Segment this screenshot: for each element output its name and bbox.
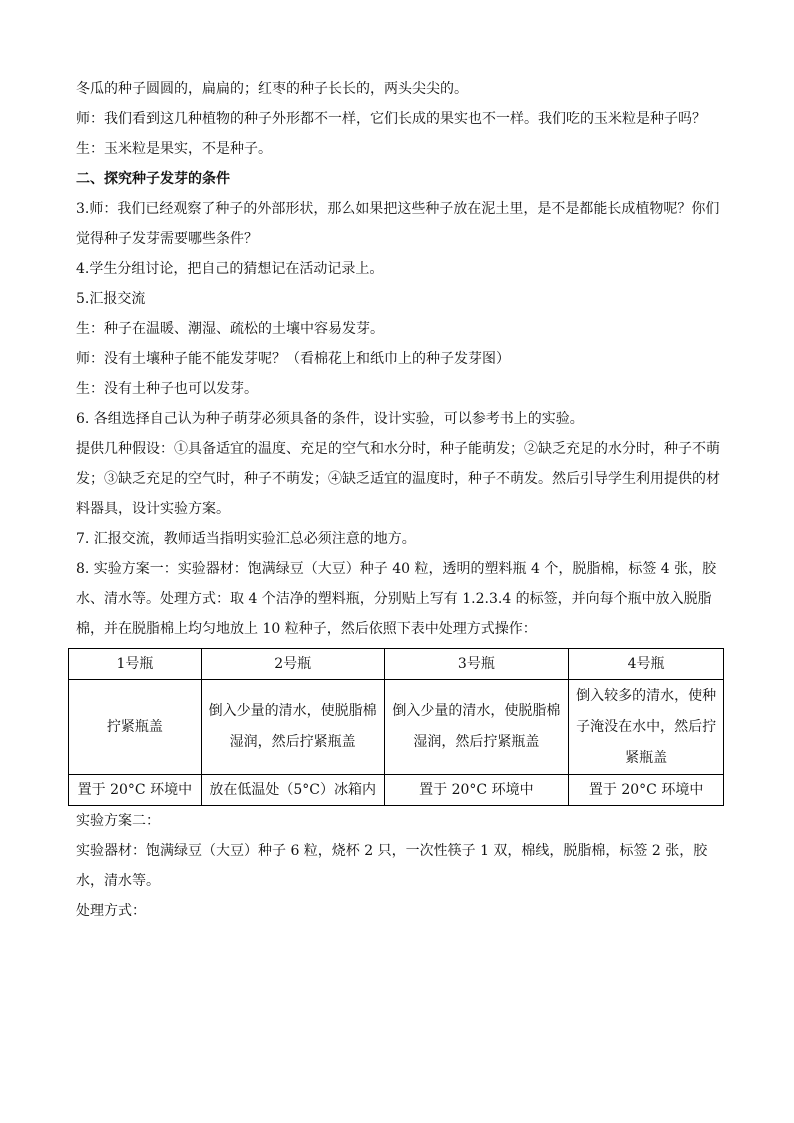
section-heading: 二、探究种子发芽的条件 [76, 171, 230, 187]
table-cell: 置于 20°C 环境中 [384, 775, 569, 806]
document-page [76, 74, 728, 926]
paragraph-student-answer: 生：玉米粒是果实，不是种子。 [76, 141, 272, 157]
paragraph-step-8: 8. 实验方案一：实验器材：饱满绿豆（大豆）种子 40 粒，透明的塑料瓶 4 个，脱脂棉，标签 4 张，胶水、清水等。处理方式：取 4 个洁净的塑料瓶，分别贴上写有 1.2.3.4 的标签，并向每个瓶中放入脱脂棉，并在脱脂棉上均匀地放上 10 粒种子，然后依照下表中处理方式操作： [76, 561, 717, 637]
table-cell: 置于 20°C 环境中 [569, 775, 724, 806]
table-cell: 倒入少量的清水，使脱脂棉湿润，然后拧紧瓶盖 [201, 680, 384, 775]
table-header-cell: 1号瓶 [69, 649, 202, 680]
table-cell: 倒入少量的清水，使脱脂棉湿润，然后拧紧瓶盖 [384, 680, 569, 775]
table-header-cell: 2号瓶 [201, 649, 384, 680]
table-cell: 放在低温处（5°C）冰箱内 [201, 775, 384, 806]
table-cell: 倒入较多的清水，使种子淹没在水中，然后拧紧瓶盖 [569, 680, 724, 775]
paragraph-dialog-2: 师：没有土壤种子能不能发芽呢？（看棉花上和纸巾上的种子发芽图） [76, 351, 510, 367]
experiment-table [68, 648, 724, 806]
paragraph-dialog-1: 生：种子在温暖、潮湿、疏松的土壤中容易发芽。 [76, 321, 384, 337]
paragraph-hypotheses: 提供几种假设：①具备适宜的温度、充足的空气和水分时，种子能萌发；②缺乏充足的水分时，种子不萌发；③缺乏充足的空气时，种子不萌发；④缺乏适宜的温度时，种子不萌发。然后引导学生利用提供的材料器具，设计实验方案。 [76, 441, 720, 517]
table-header-cell: 3号瓶 [384, 649, 569, 680]
paragraph-step-4: 4.学生分组讨论，把自己的猜想记在活动记录上。 [76, 261, 384, 277]
paragraph-step-3: 3.师：我们已经观察了种子的外部形状，那么如果把这些种子放在泥土里，是不是都能长成植物呢？你们觉得种子发芽需要哪些条件？ [76, 201, 720, 247]
table-header-row [69, 649, 724, 680]
table-row [69, 775, 724, 806]
table-header-cell: 4号瓶 [569, 649, 724, 680]
table-cell: 置于 20°C 环境中 [69, 775, 202, 806]
paragraph-teacher-question: 师：我们看到这几种植物的种子外形都不一样，它们长成的果实也不一样。我们吃的玉米粒是种子吗？ [76, 111, 706, 127]
table-cell: 拧紧瓶盖 [69, 680, 202, 775]
paragraph-step-5: 5.汇报交流 [76, 291, 146, 307]
paragraph-plan-2-title: 实验方案二： [76, 813, 160, 829]
paragraph-plan-2-materials: 实验器材：饱满绿豆（大豆）种子 6 粒，烧杯 2 只，一次性筷子 1 双，棉线，脱脂棉，标签 2 张，胶水，清水等。 [76, 843, 708, 889]
paragraph-dialog-3: 生：没有土种子也可以发芽。 [76, 381, 258, 397]
paragraph-plan-2-process: 处理方式： [76, 903, 146, 919]
table-row [69, 680, 724, 775]
paragraph-seed-shapes: 冬瓜的种子圆圆的，扁扁的；红枣的种子长长的，两头尖尖的。 [76, 81, 468, 97]
paragraph-step-6: 6. 各组选择自己认为种子萌芽必须具备的条件，设计实验，可以参考书上的实验。 [76, 411, 584, 427]
paragraph-step-7: 7. 汇报交流，教师适当指明实验汇总必须注意的地方。 [76, 531, 416, 547]
